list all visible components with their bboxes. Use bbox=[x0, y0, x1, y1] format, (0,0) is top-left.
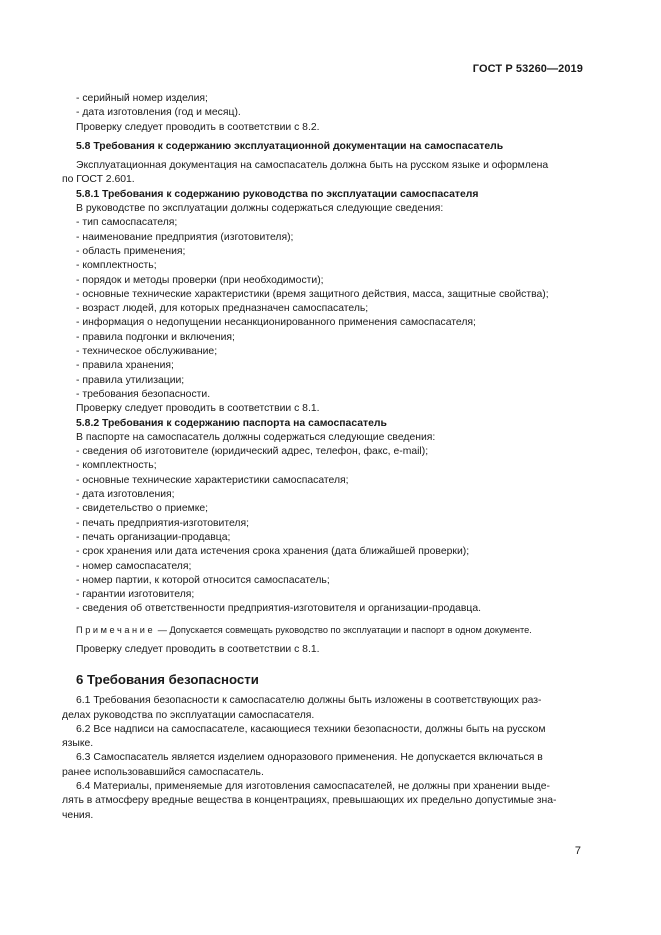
list-item: - основные технические характеристики (время защитного действия, масса, защитные свойства); bbox=[76, 288, 549, 300]
paragraph-6-4-line: лять в атмосферу вредные вещества в концентрациях, превышающих их предельно допустимые зна- bbox=[62, 795, 557, 807]
list-item: - требования безопасности. bbox=[76, 388, 211, 400]
list-item: - печать организации-продавца; bbox=[76, 531, 231, 543]
list-item: - комплектность; bbox=[76, 460, 157, 472]
list-item: - возраст людей, для которых предназначен самоспасатель; bbox=[76, 303, 369, 315]
list-item: - техническое обслуживание; bbox=[76, 346, 218, 358]
paragraph-6-2-line: 6.2 Все надписи на самоспасателе, касающиеся техники безопасности, должны быть на русском bbox=[76, 723, 546, 735]
list-item: - основные технические характеристики самоспасателя; bbox=[76, 474, 349, 486]
list-item: - область применения; bbox=[76, 245, 186, 257]
list-item: - правила утилизации; bbox=[76, 374, 185, 386]
check-reference: Проверку следует проводить в соответствии с 8.1. bbox=[76, 643, 320, 655]
paragraph-5-8-line: по ГОСТ 2.601. bbox=[62, 174, 135, 186]
list-item: - свидетельство о приемке; bbox=[76, 503, 209, 515]
list-item: - правила подгонки и включения; bbox=[76, 331, 235, 343]
list-item: - наименование предприятия (изготовителя); bbox=[76, 231, 294, 243]
list-item: - гарантии изготовителя; bbox=[76, 589, 195, 601]
section-heading-5-8-1: 5.8.1 Требования к содержанию руководства по эксплуатации самоспасателя bbox=[76, 188, 479, 200]
list-item: - правила хранения; bbox=[76, 360, 174, 372]
paragraph-5-8-line: Эксплуатационная документация на самоспасатель должна быть на русском языке и оформлена bbox=[76, 160, 549, 172]
list-item: - номер самоспасателя; bbox=[76, 560, 192, 572]
list-item: - дата изготовления; bbox=[76, 489, 175, 501]
page-content bbox=[62, 92, 584, 823]
list-item: - срок хранения или дата истечения срока хранения (дата ближайшей проверки); bbox=[76, 546, 470, 558]
note bbox=[76, 623, 584, 637]
section-heading-5-8: 5.8 Требования к содержанию эксплуатационной документации на самоспасатель bbox=[76, 140, 504, 152]
paragraph-6-1-line: 6.1 Требования безопасности к самоспасателю должны быть изложены в соответствующих раз- bbox=[76, 695, 542, 707]
check-reference: Проверку следует проводить в соответствии с 8.1. bbox=[76, 403, 320, 415]
list-item: - порядок и методы проверки (при необходимости); bbox=[76, 274, 324, 286]
list-item: - комплектность; bbox=[76, 260, 157, 272]
paragraph-6-4-line: 6.4 Материалы, применяемые для изготовления самоспасателей, не должны при хранении выде- bbox=[76, 781, 550, 793]
paragraph-6-2-line: языке. bbox=[62, 738, 94, 750]
list-item: - сведения об ответственности предприятия-изготовителя и организации-продавца. bbox=[76, 603, 482, 615]
list-item: - номер партии, к которой относится самоспасатель; bbox=[76, 574, 330, 586]
list-item: - сведения об изготовителе (юридический адрес, телефон, факс, e-mail); bbox=[76, 446, 429, 458]
list-item: - серийный номер изделия; bbox=[76, 93, 208, 104]
paragraph-6-4-line: чения. bbox=[62, 809, 94, 821]
section-heading-6: 6 Требования безопасности bbox=[76, 672, 259, 688]
page-number: 7 bbox=[574, 845, 581, 857]
paragraph-6-3-line: ранее использовавшийся самоспасатель. bbox=[62, 766, 264, 778]
list-item: - дата изготовления (год и месяц). bbox=[76, 107, 241, 119]
list-item: - печать предприятия-изготовителя; bbox=[76, 517, 250, 529]
paragraph-6-1-line: делах руководства по эксплуатации самоспасателя. bbox=[62, 709, 315, 721]
list-item: - информация о недопущении несанкционированного применения самоспасателя; bbox=[76, 317, 476, 329]
list-intro: В паспорте на самоспасатель должны содержаться следующие сведения: bbox=[76, 431, 436, 443]
note-label: Примечание bbox=[76, 624, 156, 635]
section-heading-5-8-2: 5.8.2 Требования к содержанию паспорта на самоспасатель bbox=[76, 417, 387, 429]
document-standard-id: ГОСТ Р 53260—2019 bbox=[472, 63, 583, 75]
check-reference: Проверку следует проводить в соответствии с 8.2. bbox=[76, 121, 320, 133]
list-item: - тип самоспасателя; bbox=[76, 217, 178, 229]
note-text: — Допускается совмещать руководство по эксплуатации и паспорт в одном документе. bbox=[155, 624, 532, 635]
list-intro: В руководстве по эксплуатации должны содержаться следующие сведения: bbox=[76, 203, 444, 215]
paragraph-6-3-line: 6.3 Самоспасатель является изделием одноразового применения. Не допускается включаться в bbox=[76, 752, 543, 764]
